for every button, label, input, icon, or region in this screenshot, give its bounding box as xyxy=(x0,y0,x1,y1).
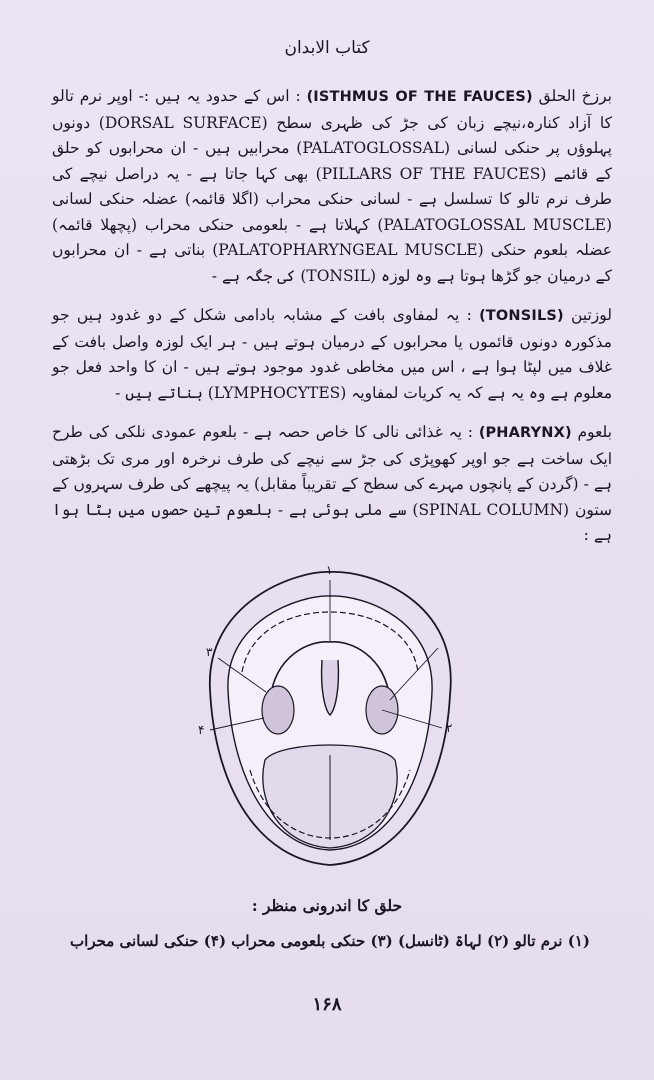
mouth-diagram-svg xyxy=(180,560,480,880)
figure-legend: (۱) نرم تالو (۲) لہاۃ (ٹانسل) (۳) حنکی بلعومی محراب (۴) حنکی لسانی محراب xyxy=(70,932,590,950)
page-number: ۱۶۸ xyxy=(312,994,342,1015)
term-english: (ISTHMUS OF THE FAUCES) xyxy=(306,89,533,105)
mouth-diagram xyxy=(180,560,480,880)
paragraph-pharynx xyxy=(52,420,612,549)
paragraph-isthmus xyxy=(52,84,612,289)
paragraph-body: : یہ لمفاوی بافت کے مشابہ بادامی شکل کے دو غدود ہیں جو مذکورہ دونوں قائموں یا محرابوں کے درمیان ہوتے ہیں - ہر ایک لوزہ واصل بافت کے غلاف میں لپٹا ہوا ہے ، اس میں مخاطی غدود موجود ہوتے ہیں - ان کا واحد فعل جو معلوم ہے وہ یہ ہے کہ یہ کریات لمفاویہ (LYMPHOCYTES) بناتے ہیں - xyxy=(52,306,612,402)
paragraph-tonsils xyxy=(52,303,612,406)
term-urdu: برزخ الحلق xyxy=(538,87,612,105)
term-urdu: بلعوم xyxy=(577,423,612,441)
term-english: (TONSILS) xyxy=(479,308,564,324)
figure-label-4: ۴ xyxy=(198,723,205,737)
figure-label-2: ۲ xyxy=(446,721,453,735)
paragraph-body: : یہ غذائی نالی کا خاص حصہ ہے - بلعوم عمودی نلکی کی طرح ایک ساخت ہے جو اوپر کھوپڑی کی جڑ سے نیچے کی طرف نرخرہ اور مری تک بڑھتی ہے - (گردن کے پانچوں مہرے کی سطح کے تقریباً مقابل) یہ پیچھے کی طرف سہروں کے ستون (SPINAL COLUMN) سے ملی ہوئی ہے - بلعوم تین حصوں میں بٹا ہوا ہے : xyxy=(52,423,612,544)
text-body xyxy=(52,84,612,563)
term-urdu: لوزتین xyxy=(570,306,612,324)
figure-caption: حلق کا اندرونی منظر : xyxy=(251,896,403,915)
figure-label-3: ۳ xyxy=(206,645,213,659)
paragraph-body: : اس کے حدود یہ ہیں :- اوپر نرم تالو کا آزاد کنارہ،نیچے زبان کی جڑ کی ظہری سطح (DORSAL SURFACE) دونوں پہلوؤں پر حنکی لسانی (PALATOGLOSSAL) محرابیں ہیں - ان محرابوں کو حلق کے قائمے (PILLARS OF THE FAUCES) بھی کہا جاتا ہے - یہ دراصل نیچے کی طرف نرم تالو کا تسلسل ہے - لسانی حنکی محراب (اگلا قائمہ) عضلہ حنکی لسانی (PALATOGLOSSAL MUSCLE) کہلاتا ہے - بلعومی حنکی محراب (پچھلا قائمہ) عضلہ بلعوم حنکی (PALATOPHARYNGEAL MUSCLE) بناتی ہے - ان محرابوں کے درمیان جو گڑھا ہوتا ہے وہ لوزہ (TONSIL) کی جگہ ہے - xyxy=(52,87,613,285)
running-header: کتاب الابدان xyxy=(284,38,370,58)
left-tonsil xyxy=(262,686,294,734)
figure-label-1: ۱ xyxy=(326,563,333,577)
term-english: (PHARYNX) xyxy=(478,425,572,441)
